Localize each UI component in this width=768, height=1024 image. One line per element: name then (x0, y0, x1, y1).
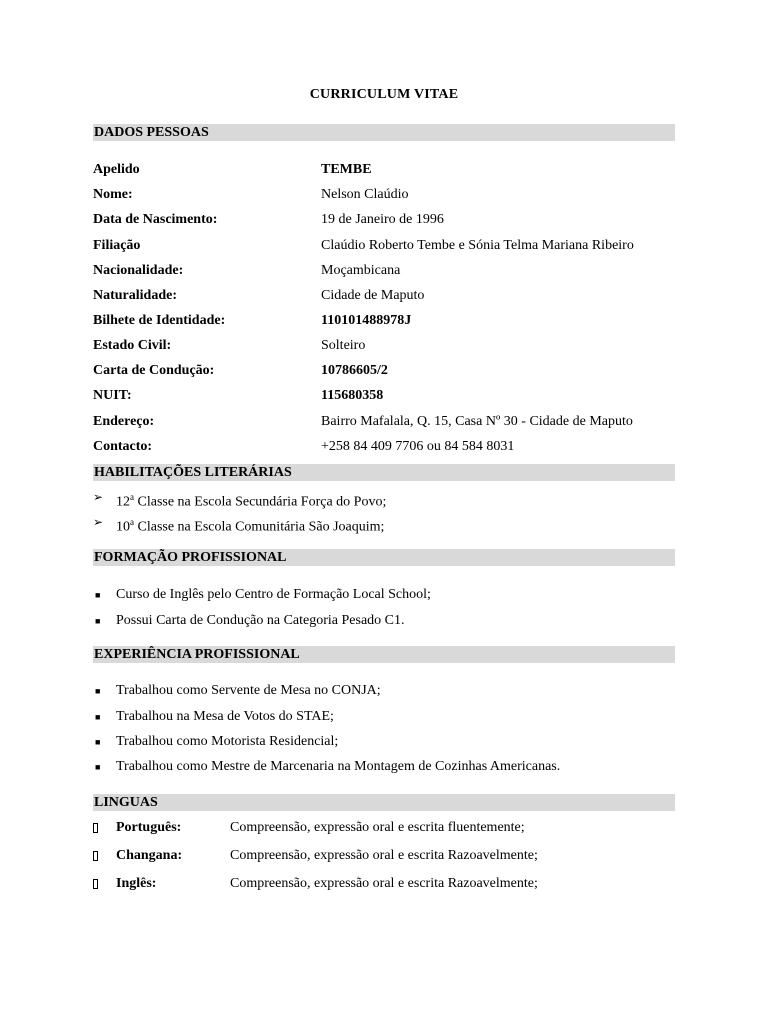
language-level: Compreensão, expressão oral e escrita fluentemente; (230, 820, 525, 835)
list-item-text: Trabalhou como Mestre de Marcenaria na Montagem de Cozinhas Americanas. (116, 759, 561, 774)
list-item-text: 10$^a$ Classe na Escola Comunitária São Joaquim; (116, 517, 385, 535)
field-apelido (93, 160, 693, 180)
section-education (93, 464, 675, 481)
list-item-text: Trabalhou como Servente de Mesa no CONJA; (116, 683, 381, 698)
list-item-text: Trabalhou na Mesa de Votos do STAE; (116, 709, 334, 724)
field-bilhete-identidade (93, 311, 693, 331)
field-label: Data de Nascimento: (93, 212, 218, 227)
field-value: Claúdio Roberto Tembe e Sónia Telma Mariana Ribeiro (321, 238, 634, 253)
language-name: Inglês: (116, 876, 157, 891)
field-nuit (93, 386, 693, 406)
section-experience (93, 646, 675, 663)
language-level: Compreensão, expressão oral e escrita Razoavelmente; (230, 848, 538, 863)
section-languages (93, 794, 675, 811)
field-label: Nacionalidade: (93, 263, 184, 278)
field-label: Bilhete de Identidade: (93, 313, 226, 328)
language-row (93, 874, 693, 894)
field-value: Bairro Mafalala, Q. 15, Casa Nº 30 - Cidade de Maputo (321, 414, 633, 429)
field-label: NUIT: (93, 388, 132, 403)
list-item-text: 12$^a$ Classe na Escola Secundária Força do Povo; (116, 492, 387, 510)
list-item-text: Possui Carta de Condução na Categoria Pesado C1. (116, 613, 405, 628)
section-education-label: HABILITAÇÕES LITERÁRIAS (94, 465, 292, 480)
section-personal-data-label: DADOS PESSOAS (94, 125, 209, 140)
section-experience-label: EXPERIÊNCIA PROFISSIONAL (94, 647, 300, 662)
field-label: Contacto: (93, 439, 153, 454)
field-value: Moçambicana (321, 263, 401, 278)
field-label: Naturalidade: (93, 288, 177, 303)
field-filiacao (93, 236, 693, 256)
list-item (93, 732, 693, 752)
square-bullet-icon: ■ (95, 712, 101, 722)
list-item (93, 487, 693, 510)
section-training-label: FORMAÇÃO PROFISSIONAL (94, 550, 287, 565)
field-carta-conducao (93, 361, 693, 381)
list-item-text: Trabalhou como Motorista Residencial; (116, 734, 339, 749)
field-value: Cidade de Maputo (321, 288, 425, 303)
field-endereco (93, 412, 693, 432)
section-personal-data (93, 124, 675, 141)
field-label: Endereço: (93, 414, 155, 429)
list-item (93, 757, 693, 777)
list-item (93, 611, 693, 631)
field-label: Carta de Condução: (93, 363, 215, 378)
square-bullet-icon: ■ (95, 616, 101, 626)
field-label: Estado Civil: (93, 338, 172, 353)
field-value: 110101488978J (321, 313, 412, 328)
field-label: Filiação (93, 238, 141, 253)
field-value: 10786605/2 (321, 363, 388, 378)
field-estado-civil (93, 336, 693, 356)
field-data-nascimento (93, 210, 693, 230)
square-bullet-icon: ■ (95, 686, 101, 696)
field-label: Nome: (93, 187, 133, 202)
arrow-bullet-icon: ➢ (93, 515, 104, 529)
section-languages-label: LINGUAS (94, 795, 158, 810)
field-contacto (93, 437, 693, 457)
document-title: CURRICULUM VITAE (309, 87, 459, 102)
language-row (93, 846, 693, 866)
square-bullet-icon: ■ (95, 590, 101, 600)
list-item (93, 512, 693, 535)
box-bullet-icon (93, 823, 98, 833)
field-label: Apelido (93, 162, 140, 177)
field-nacionalidade (93, 261, 693, 281)
field-value: Solteiro (321, 338, 366, 353)
list-item-text: Curso de Inglês pelo Centro de Formação Local School; (116, 587, 431, 602)
field-value: +258 84 409 7706 ou 84 584 8031 (321, 439, 515, 454)
box-bullet-icon (93, 851, 98, 861)
language-name: Português: (116, 820, 182, 835)
field-nome (93, 185, 693, 205)
language-name: Changana: (116, 848, 183, 863)
field-value: TEMBE (321, 162, 372, 177)
field-value: 115680358 (321, 388, 384, 403)
square-bullet-icon: ■ (95, 762, 101, 772)
list-item (93, 585, 693, 605)
list-item (93, 707, 693, 727)
box-bullet-icon (93, 879, 98, 889)
list-item (93, 681, 693, 701)
arrow-bullet-icon: ➢ (93, 490, 104, 504)
square-bullet-icon: ■ (95, 737, 101, 747)
field-value: Nelson Claúdio (321, 187, 409, 202)
field-naturalidade (93, 286, 693, 306)
field-value: 19 de Janeiro de 1996 (321, 212, 444, 227)
language-level: Compreensão, expressão oral e escrita Razoavelmente; (230, 876, 538, 891)
language-row (93, 818, 693, 838)
section-training (93, 549, 675, 566)
